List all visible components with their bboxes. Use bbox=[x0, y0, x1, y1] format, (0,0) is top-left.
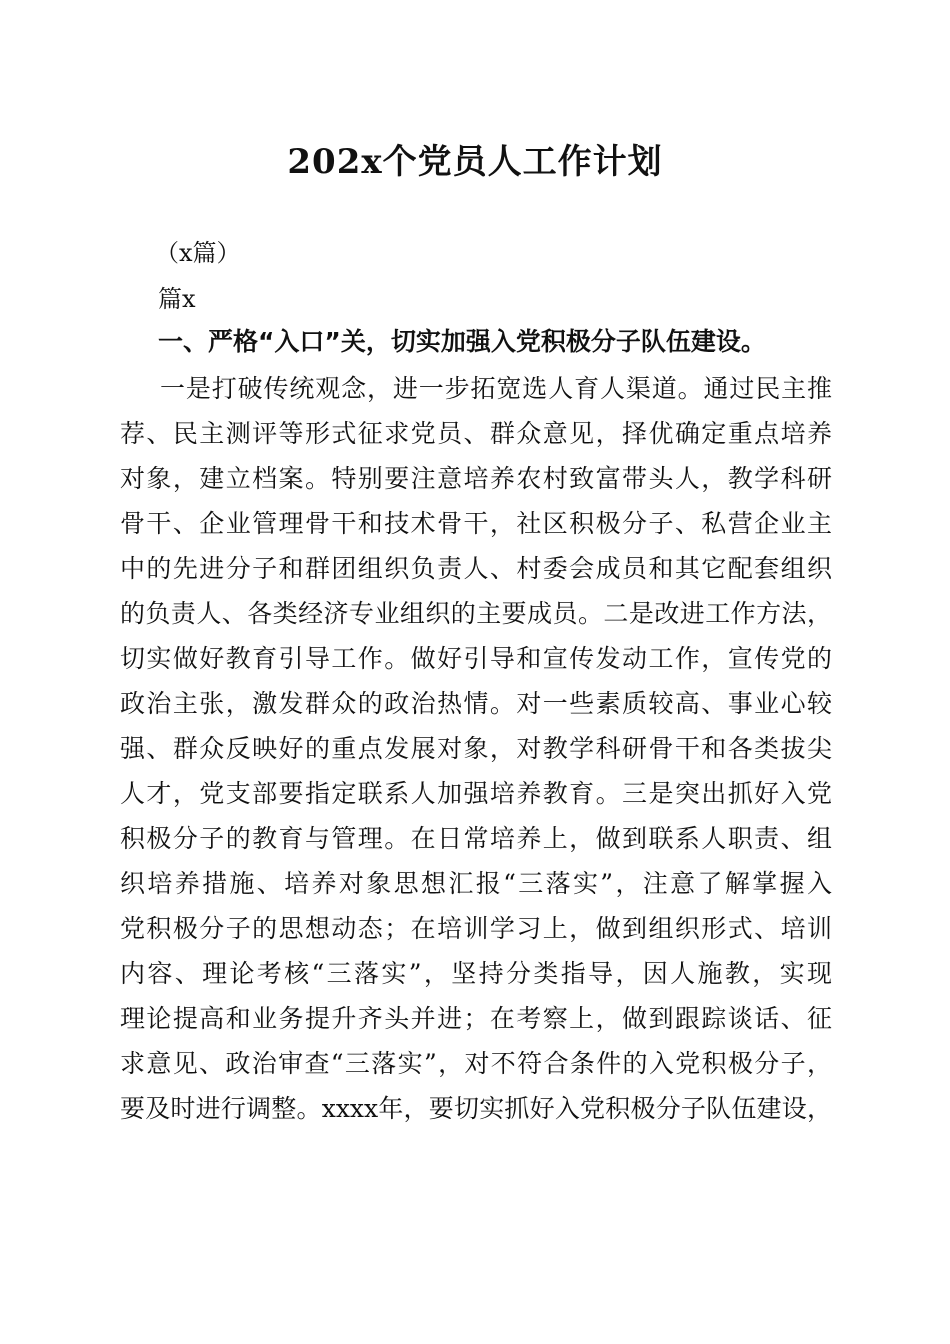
body-line: 中的先进分子和群团组织负责人、村委会成员和其它配套组织 bbox=[120, 554, 832, 583]
body-line: 积极分子的教育与管理。在日常培养上，做到联系人职责、组 bbox=[120, 824, 832, 853]
body-line: 理论提高和业务提升齐头并进；在考察上，做到跟踪谈话、征 bbox=[120, 1004, 832, 1033]
body-line: 对象，建立档案。特别要注意培养农村致富带头人，教学科研 bbox=[120, 464, 832, 493]
body-line: 要及时进行调整。xxxx年，要切实抓好入党积极分子队伍建设， bbox=[120, 1094, 832, 1123]
body-line: 一是打破传统观念，进一步拓宽选人育人渠道。通过民主推 bbox=[160, 374, 832, 403]
body-paragraph bbox=[120, 366, 832, 1131]
body-line: 政治主张，激发群众的政治热情。对一些素质较高、事业心较 bbox=[120, 689, 832, 718]
body-line: 织培养措施、培养对象思想汇报“三落实”，注意了解掌握入 bbox=[120, 869, 832, 898]
body-line: 荐、民主测评等形式征求党员、群众意见，择优确定重点培养 bbox=[120, 419, 832, 448]
body-line: 强、群众反映好的重点发展对象，对教学科研骨干和各类拔尖 bbox=[120, 734, 832, 763]
body-line: 的负责人、各类经济专业组织的主要成员。二是改进工作方法， bbox=[120, 599, 832, 628]
body-line: 内容、理论考核“三落实”，坚持分类指导，因人施教，实现 bbox=[120, 959, 832, 988]
document-subtitle: （x篇） bbox=[155, 239, 241, 267]
body-line: 求意见、政治审查“三落实”，对不符合条件的入党积极分子， bbox=[120, 1049, 832, 1078]
body-line: 党积极分子的思想动态；在培训学习上，做到组织形式、培训 bbox=[120, 914, 832, 943]
body-line: 人才，党支部要指定联系人加强培养教育。三是突出抓好入党 bbox=[120, 779, 832, 808]
section-heading: 一、严格“入口”关，切实加强入党积极分子队伍建设。 bbox=[158, 327, 766, 356]
section-label: 篇x bbox=[158, 285, 196, 313]
document-title: 202x个党员人工作计划 bbox=[287, 142, 663, 182]
body-line: 切实做好教育引导工作。做好引导和宣传发动工作，宣传党的 bbox=[120, 644, 832, 673]
body-line: 骨干、企业管理骨干和技术骨干，社区积极分子、私营企业主 bbox=[120, 509, 832, 538]
